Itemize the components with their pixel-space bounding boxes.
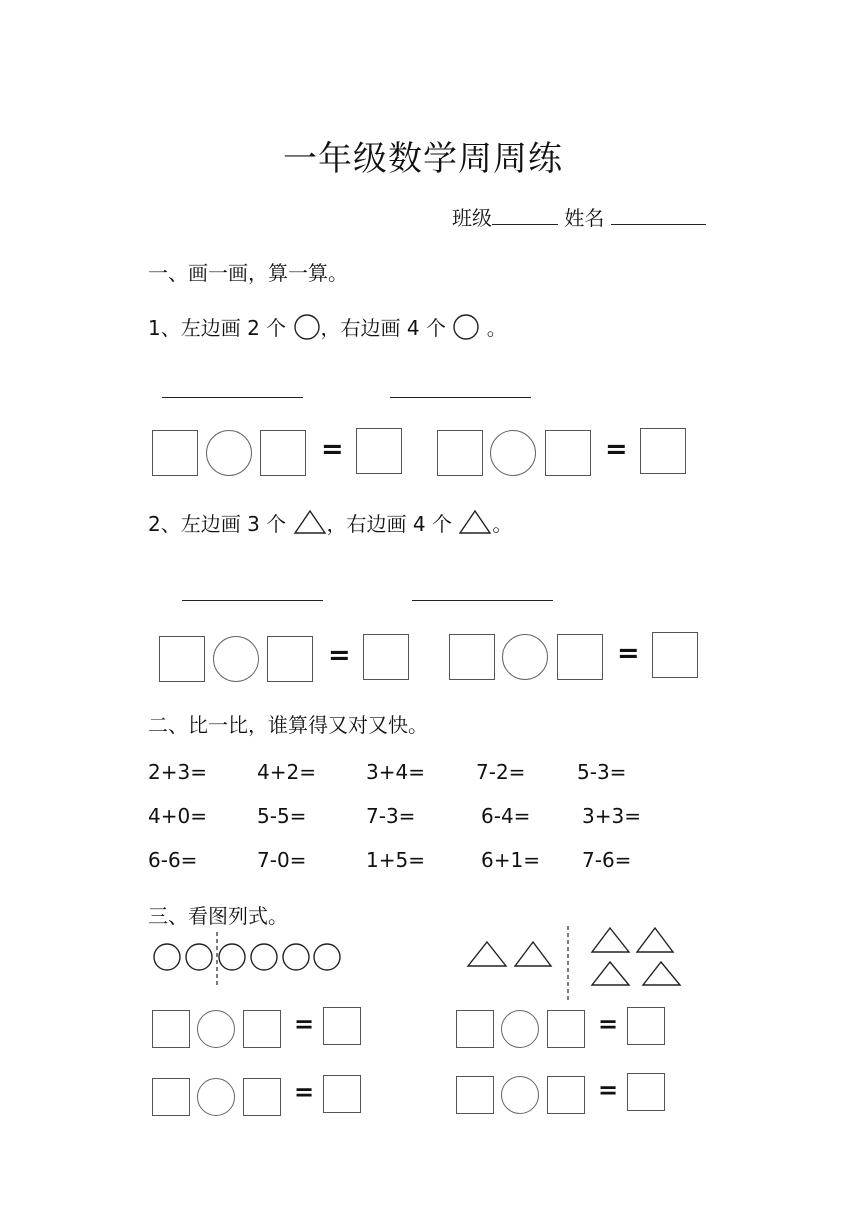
answer-box[interactable] bbox=[547, 1076, 585, 1114]
answer-box[interactable] bbox=[159, 636, 205, 682]
triangle-icon bbox=[293, 509, 327, 535]
answer-line[interactable] bbox=[162, 397, 303, 398]
q1-text-a: 1、左边画 2 个 bbox=[148, 316, 287, 340]
equals-sign: = bbox=[605, 434, 628, 465]
answer-box[interactable] bbox=[547, 1010, 585, 1048]
answer-line[interactable] bbox=[390, 397, 531, 398]
triangle-icon bbox=[637, 928, 673, 952]
circle-icon bbox=[251, 944, 277, 970]
operator-circle[interactable] bbox=[197, 1010, 235, 1048]
equals-sign: = bbox=[617, 638, 640, 669]
answer-box[interactable] bbox=[356, 428, 402, 474]
arithmetic-problem: 7-0= bbox=[257, 848, 307, 872]
arithmetic-problem: 2+3= bbox=[148, 760, 207, 784]
q2-text-c: 。 bbox=[492, 512, 513, 536]
answer-box[interactable] bbox=[557, 634, 603, 680]
arithmetic-problem: 4+0= bbox=[148, 804, 207, 828]
equals-sign: = bbox=[598, 1076, 619, 1104]
answer-box[interactable] bbox=[652, 632, 698, 678]
equals-sign: = bbox=[321, 434, 344, 465]
circle-icon bbox=[186, 944, 212, 970]
triangle-icon bbox=[592, 928, 629, 952]
name-label: 姓名 bbox=[564, 206, 605, 230]
circle-icon bbox=[154, 944, 180, 970]
answer-box[interactable] bbox=[640, 428, 686, 474]
equals-sign: = bbox=[328, 640, 351, 671]
circle-icon bbox=[314, 944, 340, 970]
class-blank[interactable] bbox=[492, 205, 558, 225]
answer-box[interactable] bbox=[267, 636, 313, 682]
equals-sign: = bbox=[294, 1010, 315, 1038]
section1-heading: 一、画一画，算一算。 bbox=[148, 261, 348, 285]
answer-box[interactable] bbox=[323, 1007, 361, 1045]
triangle-group-picture bbox=[465, 922, 690, 1002]
triangle-icon bbox=[592, 962, 629, 985]
triangle-icon bbox=[458, 509, 492, 535]
answer-box[interactable] bbox=[152, 1078, 190, 1116]
answer-box[interactable] bbox=[456, 1076, 494, 1114]
arithmetic-problem: 6-4= bbox=[481, 804, 531, 828]
answer-line[interactable] bbox=[182, 600, 323, 601]
arithmetic-problem: 7-3= bbox=[366, 804, 416, 828]
answer-box[interactable] bbox=[323, 1075, 361, 1113]
answer-box[interactable] bbox=[627, 1073, 665, 1111]
circle-icon bbox=[219, 944, 245, 970]
arithmetic-problem: 7-6= bbox=[582, 848, 632, 872]
operator-circle[interactable] bbox=[501, 1076, 539, 1114]
answer-box[interactable] bbox=[545, 430, 591, 476]
equals-sign: = bbox=[294, 1078, 315, 1106]
answer-line[interactable] bbox=[412, 600, 553, 601]
operator-circle[interactable] bbox=[501, 1010, 539, 1048]
answer-box[interactable] bbox=[456, 1010, 494, 1048]
q2-text-a: 2、左边画 3 个 bbox=[148, 512, 287, 536]
circle-icon bbox=[283, 944, 309, 970]
arithmetic-problem: 1+5= bbox=[366, 848, 425, 872]
answer-box[interactable] bbox=[243, 1078, 281, 1116]
operator-circle[interactable] bbox=[213, 636, 259, 682]
q1-text-c: 。 bbox=[480, 316, 507, 340]
operator-circle[interactable] bbox=[502, 634, 548, 680]
question-2 bbox=[148, 508, 512, 537]
section2-heading: 二、比一比，谁算得又对又快。 bbox=[148, 713, 428, 737]
triangle-icon bbox=[515, 942, 551, 966]
class-label: 班级 bbox=[452, 206, 492, 230]
answer-box[interactable] bbox=[437, 430, 483, 476]
circle-icon bbox=[293, 314, 321, 340]
arithmetic-problem: 4+2= bbox=[257, 760, 316, 784]
circle-group-picture bbox=[150, 930, 350, 990]
arithmetic-problem: 6-6= bbox=[148, 848, 198, 872]
operator-circle[interactable] bbox=[490, 430, 536, 476]
page-title: 一年级数学周周练 bbox=[283, 139, 563, 179]
triangle-icon bbox=[468, 942, 506, 966]
arithmetic-problem: 5-3= bbox=[577, 760, 627, 784]
operator-circle[interactable] bbox=[197, 1078, 235, 1116]
name-blank[interactable] bbox=[611, 205, 706, 225]
arithmetic-problem: 7-2= bbox=[476, 760, 526, 784]
q2-text-b: ，右边画 4 个 bbox=[326, 512, 452, 536]
circle-icon bbox=[452, 314, 480, 340]
arithmetic-problem: 5-5= bbox=[257, 804, 307, 828]
question-1 bbox=[148, 312, 507, 341]
triangle-icon bbox=[643, 962, 680, 985]
answer-box[interactable] bbox=[363, 634, 409, 680]
answer-box[interactable] bbox=[152, 1010, 190, 1048]
answer-box[interactable] bbox=[449, 634, 495, 680]
arithmetic-problem: 3+4= bbox=[366, 760, 425, 784]
arithmetic-problem: 3+3= bbox=[582, 804, 641, 828]
equals-sign: = bbox=[598, 1010, 619, 1038]
section3-heading: 三、看图列式。 bbox=[148, 904, 288, 928]
q1-text-b: ，右边画 4 个 bbox=[320, 316, 446, 340]
arithmetic-problem: 6+1= bbox=[481, 848, 540, 872]
student-info bbox=[452, 202, 706, 231]
answer-box[interactable] bbox=[152, 430, 198, 476]
answer-box[interactable] bbox=[627, 1007, 665, 1045]
answer-box[interactable] bbox=[243, 1010, 281, 1048]
operator-circle[interactable] bbox=[206, 430, 252, 476]
answer-box[interactable] bbox=[260, 430, 306, 476]
